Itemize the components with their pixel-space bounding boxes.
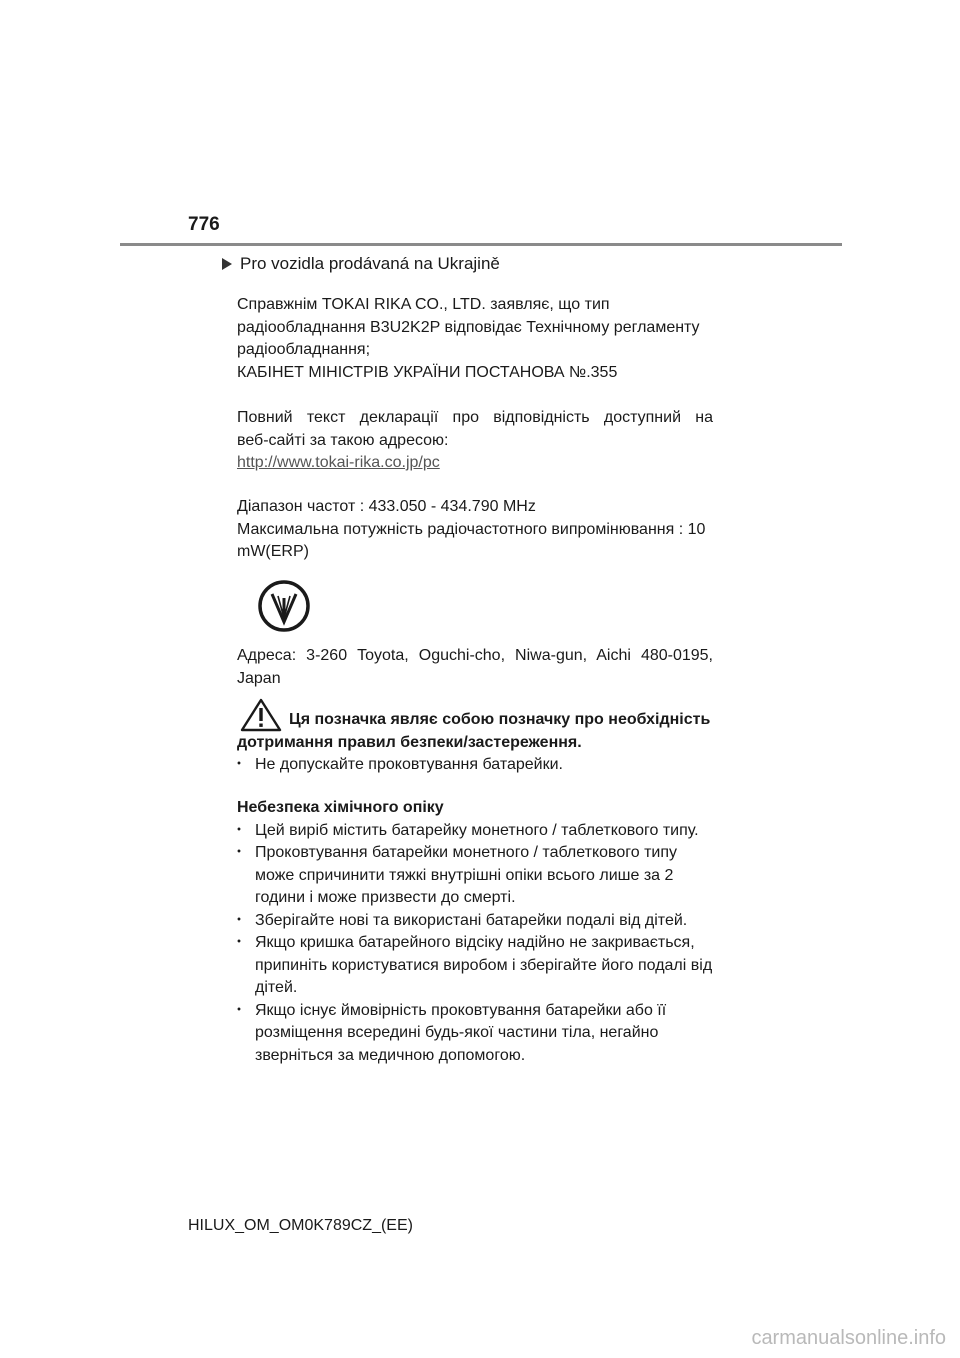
warning-line: Ця позначка являє собою позначку про необхідність: [289, 711, 711, 728]
header-divider: [120, 243, 842, 246]
section-heading-text: Pro vozidla prodávaná na Ukrajině: [240, 254, 500, 273]
list-item: ・ Зберігайте нові та використані батарейки подалі від дітей.: [237, 910, 713, 933]
section-heading: [222, 254, 500, 274]
list-item: ・ Цей виріб містить батарейку монетного / таблеткового типу.: [237, 820, 713, 843]
declaration-text-line: веб-сайті за такою адресою:: [237, 431, 449, 449]
page-number: 776: [188, 214, 220, 235]
declaration-line: радіообладнання;: [237, 341, 371, 358]
declaration-line: Справжнім TOKAI RIKA CO., LTD. заявляє, що тип: [237, 296, 610, 313]
declaration-text-line: Повний текст декларації про відповідність доступний на: [237, 409, 713, 426]
declaration-text-block: [237, 407, 713, 475]
address-line: Адреса: 3-260 Toyota, Oguchi-cho, Niwa-gun, Aichi 480-0195,: [237, 647, 713, 664]
watermark: carmanualsonline.info: [751, 1327, 946, 1349]
warning-bullet: ・ Не допускайте проковтування батарейки.: [237, 754, 713, 777]
frequency-range: Діапазон частот : 433.050 - 434.790 MHz: [237, 498, 536, 515]
declaration-link[interactable]: http://www.tokai-rika.co.jp/pc: [237, 454, 440, 471]
declaration-block: [237, 294, 713, 384]
triangle-bullet-icon: [222, 258, 232, 270]
declaration-line: радіообладнання B3U2K2P відповідає Технічному регламенту: [237, 318, 700, 336]
declaration-line: КАБІНЕТ МІНІСТРІВ УКРАЇНИ ПОСТАНОВА №.355: [237, 363, 618, 381]
ukrainian-conformity-mark-icon: [256, 578, 312, 634]
hazard-list: [237, 820, 713, 1068]
warning-line: дотримання правил безпеки/застереження.: [237, 733, 582, 751]
frequency-block: [237, 496, 713, 564]
address-block: [237, 645, 713, 690]
address-line: Japan: [237, 669, 281, 687]
list-item: ・ Якщо існує ймовірність проковтування батарейки або її розміщення всередині будь-якої частини тіла, негайно зверніться за медичною допомогою.: [237, 1000, 713, 1068]
list-item: ・ Проковтування батарейки монетного / таблеткового типу може спричинити тяжкі внутрішні опіки всього лише за 2 години і може призвести до смерті.: [237, 842, 713, 910]
warning-block: [237, 709, 713, 777]
list-item: ・ Якщо кришка батарейного відсіку надійно не закривається, припиніть користуватися виробом і зберігайте його подалі від дітей.: [237, 932, 713, 1000]
document-footer: HILUX_OM_OM0K789CZ_(EE): [188, 1217, 413, 1234]
max-power: Максимальна потужність радіочастотного випромінювання : 10: [237, 520, 706, 538]
hazard-title: Небезпека хімічного опіку: [237, 799, 444, 816]
max-power-unit: mW(ERP): [237, 543, 309, 560]
hazard-block: [237, 797, 713, 1067]
